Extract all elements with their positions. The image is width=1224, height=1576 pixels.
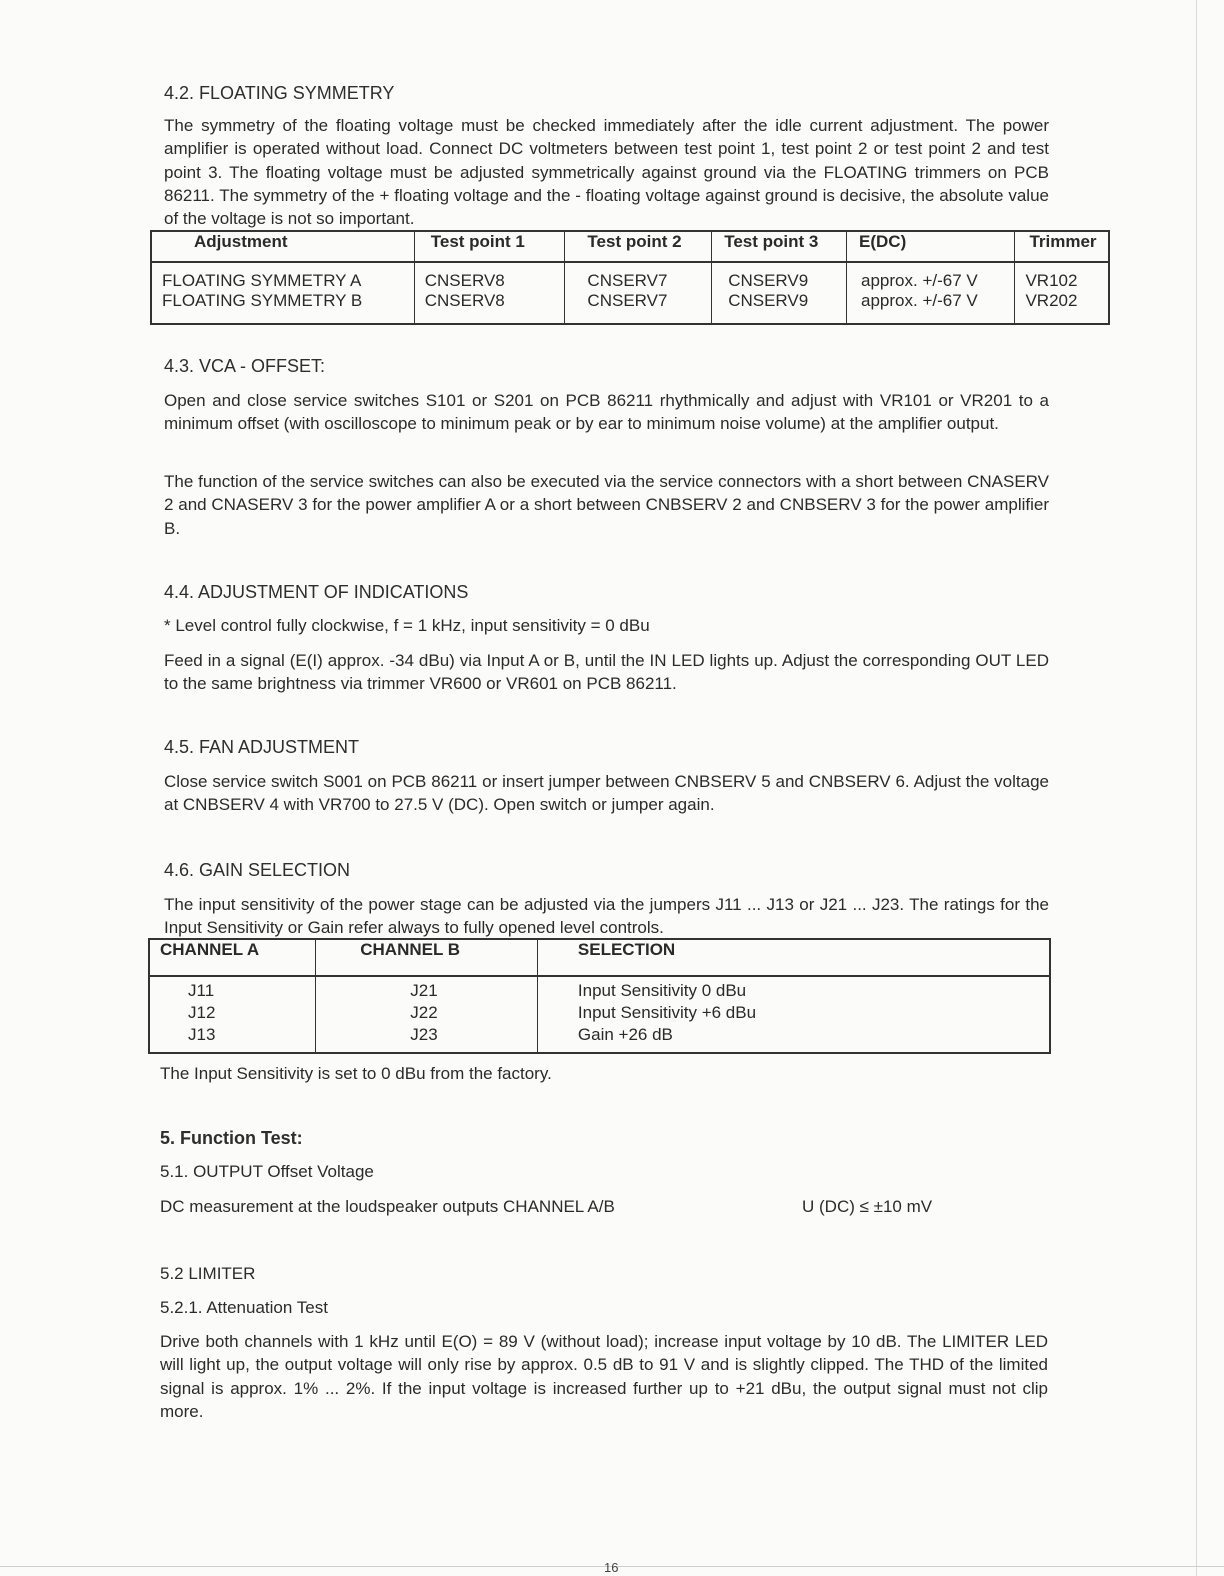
- cell-test-point-1: CNSERV8: [414, 291, 565, 324]
- cell-selection: Input Sensitivity 0 dBu: [537, 976, 1050, 1003]
- cell-test-point-3: CNSERV9: [712, 262, 847, 291]
- section-4-6-footnote: The Input Sensitivity is set to 0 dBu from the factory.: [160, 1064, 552, 1083]
- scan-edge-line: [1196, 0, 1197, 1576]
- cell-channel-b: J23: [316, 1025, 538, 1053]
- floating-symmetry-table: [150, 230, 1110, 325]
- section-4-4-note: * Level control fully clockwise, f = 1 kHz, input sensitivity = 0 dBu: [164, 616, 650, 635]
- cell-test-point-2: CNSERV7: [565, 262, 712, 291]
- cell-channel-a: J13: [149, 1025, 316, 1053]
- header-edc: E(DC): [847, 231, 1015, 262]
- section-4-2-heading: 4.2. FLOATING SYMMETRY: [164, 83, 395, 103]
- section-4-6-heading: 4.6. GAIN SELECTION: [164, 860, 351, 880]
- section-5-2-heading: 5.2 LIMITER: [160, 1264, 256, 1283]
- header-selection: SELECTION: [537, 939, 1050, 976]
- cell-channel-b: J21: [316, 976, 538, 1003]
- cell-test-point-1: CNSERV8: [414, 262, 565, 291]
- cell-selection: Input Sensitivity +6 dBu: [537, 1003, 1050, 1025]
- header-test-point-3: Test point 3: [712, 231, 847, 262]
- dc-measurement-value: U (DC) ≤ ±10 mV: [802, 1197, 933, 1216]
- header-trimmer: Trimmer: [1015, 231, 1109, 262]
- section-5-2-1-paragraph: Drive both channels with 1 kHz until E(O) = 89 V (without load); increase input voltage by 10 dB. The LIMITER LED will light up, the output voltage will only rise by approx. 0.5 dB to 91 V and is slightly clipped. The THD of the limited signal is approx. 1% ... 2%. If the input voltage is increased further up to +21 dBu, the output signal must not clip more.: [160, 1332, 1048, 1421]
- cell-adjustment: FLOATING SYMMETRY B: [151, 291, 414, 324]
- cell-adjustment: FLOATING SYMMETRY A: [151, 262, 414, 291]
- section-4-3-heading: 4.3. VCA - OFFSET:: [164, 356, 326, 376]
- section-4-4-heading: 4.4. ADJUSTMENT OF INDICATIONS: [164, 582, 469, 602]
- table-header-row: [149, 939, 1050, 976]
- header-channel-b: CHANNEL B: [316, 939, 538, 976]
- header-test-point-1: Test point 1: [414, 231, 565, 262]
- section-5-heading: 5. Function Test:: [160, 1128, 303, 1148]
- header-test-point-2: Test point 2: [565, 231, 712, 262]
- table-row: [151, 262, 1109, 291]
- section-4-4-paragraph: Feed in a signal (E(I) approx. -34 dBu) via Input A or B, until the IN LED lights up. Adjust the corresponding OUT LED to the same brightness via trimmer VR600 or VR601 on PCB 86211.: [164, 651, 1049, 694]
- section-4-3-paragraph-2: The function of the service switches can also be executed via the service connectors with a short between CNASERV 2 and CNASERV 3 for the power amplifier A or a short between CNBSERV 2 and CNBSERV 3 for the power amplifier B.: [164, 472, 1049, 538]
- cell-trimmer: VR202: [1015, 291, 1109, 324]
- table-row: [149, 976, 1050, 1003]
- gain-selection-table: [148, 938, 1051, 1054]
- section-4-6-paragraph: The input sensitivity of the power stage can be adjusted via the jumpers J11 ... J13 or J21 ... J23. The ratings for the Input Sensitivity or Gain refer always to fully opened level controls.: [164, 895, 1049, 938]
- section-4-5-paragraph: Close service switch S001 on PCB 86211 or insert jumper between CNBSERV 5 and CNBSERV 6. Adjust the voltage at CNBSERV 4 with VR700 to 27.5 V (DC). Open switch or jumper again.: [164, 772, 1049, 815]
- section-4-5-heading: 4.5. FAN ADJUSTMENT: [164, 737, 360, 757]
- header-adjustment: Adjustment: [151, 231, 414, 262]
- cell-channel-a: J11: [149, 976, 316, 1003]
- section-5-2-1-heading: 5.2.1. Attenuation Test: [160, 1298, 328, 1317]
- table-row: [149, 1003, 1050, 1025]
- section-4-3-paragraph-1: Open and close service switches S101 or S201 on PCB 86211 rhythmically and adjust with VR101 or VR201 to a minimum offset (with oscilloscope to minimum peak or by ear to minimum noise volume) at the amplifier output.: [164, 391, 1049, 434]
- cell-test-point-3: CNSERV9: [712, 291, 847, 324]
- dc-measurement-text: DC measurement at the loudspeaker outputs CHANNEL A/B: [160, 1197, 615, 1216]
- cell-channel-a: J12: [149, 1003, 316, 1025]
- cell-channel-b: J22: [316, 1003, 538, 1025]
- table-row: [149, 1025, 1050, 1053]
- table-row: [151, 291, 1109, 324]
- cell-edc: approx. +/-67 V: [847, 291, 1015, 324]
- section-4-2-paragraph: The symmetry of the floating voltage must be checked immediately after the idle current adjustment. The power amplifier is operated without load. Connect DC voltmeters between test point 1, test point 2 or test point 2 and test point 3. The floating voltage must be adjusted symmetrically against ground via the FLOATING trimmers on PCB 86211. The symmetry of the + floating voltage and the - floating voltage against ground is decisive, the absolute value of the voltage is not so important.: [164, 116, 1049, 229]
- header-channel-a: CHANNEL A: [149, 939, 316, 976]
- cell-trimmer: VR102: [1015, 262, 1109, 291]
- cell-edc: approx. +/-67 V: [847, 262, 1015, 291]
- page-number: 16: [604, 1560, 619, 1575]
- section-5-1-heading: 5.1. OUTPUT Offset Voltage: [160, 1162, 374, 1181]
- cell-selection: Gain +26 dB: [537, 1025, 1050, 1053]
- table-header-row: [151, 231, 1109, 262]
- cell-test-point-2: CNSERV7: [565, 291, 712, 324]
